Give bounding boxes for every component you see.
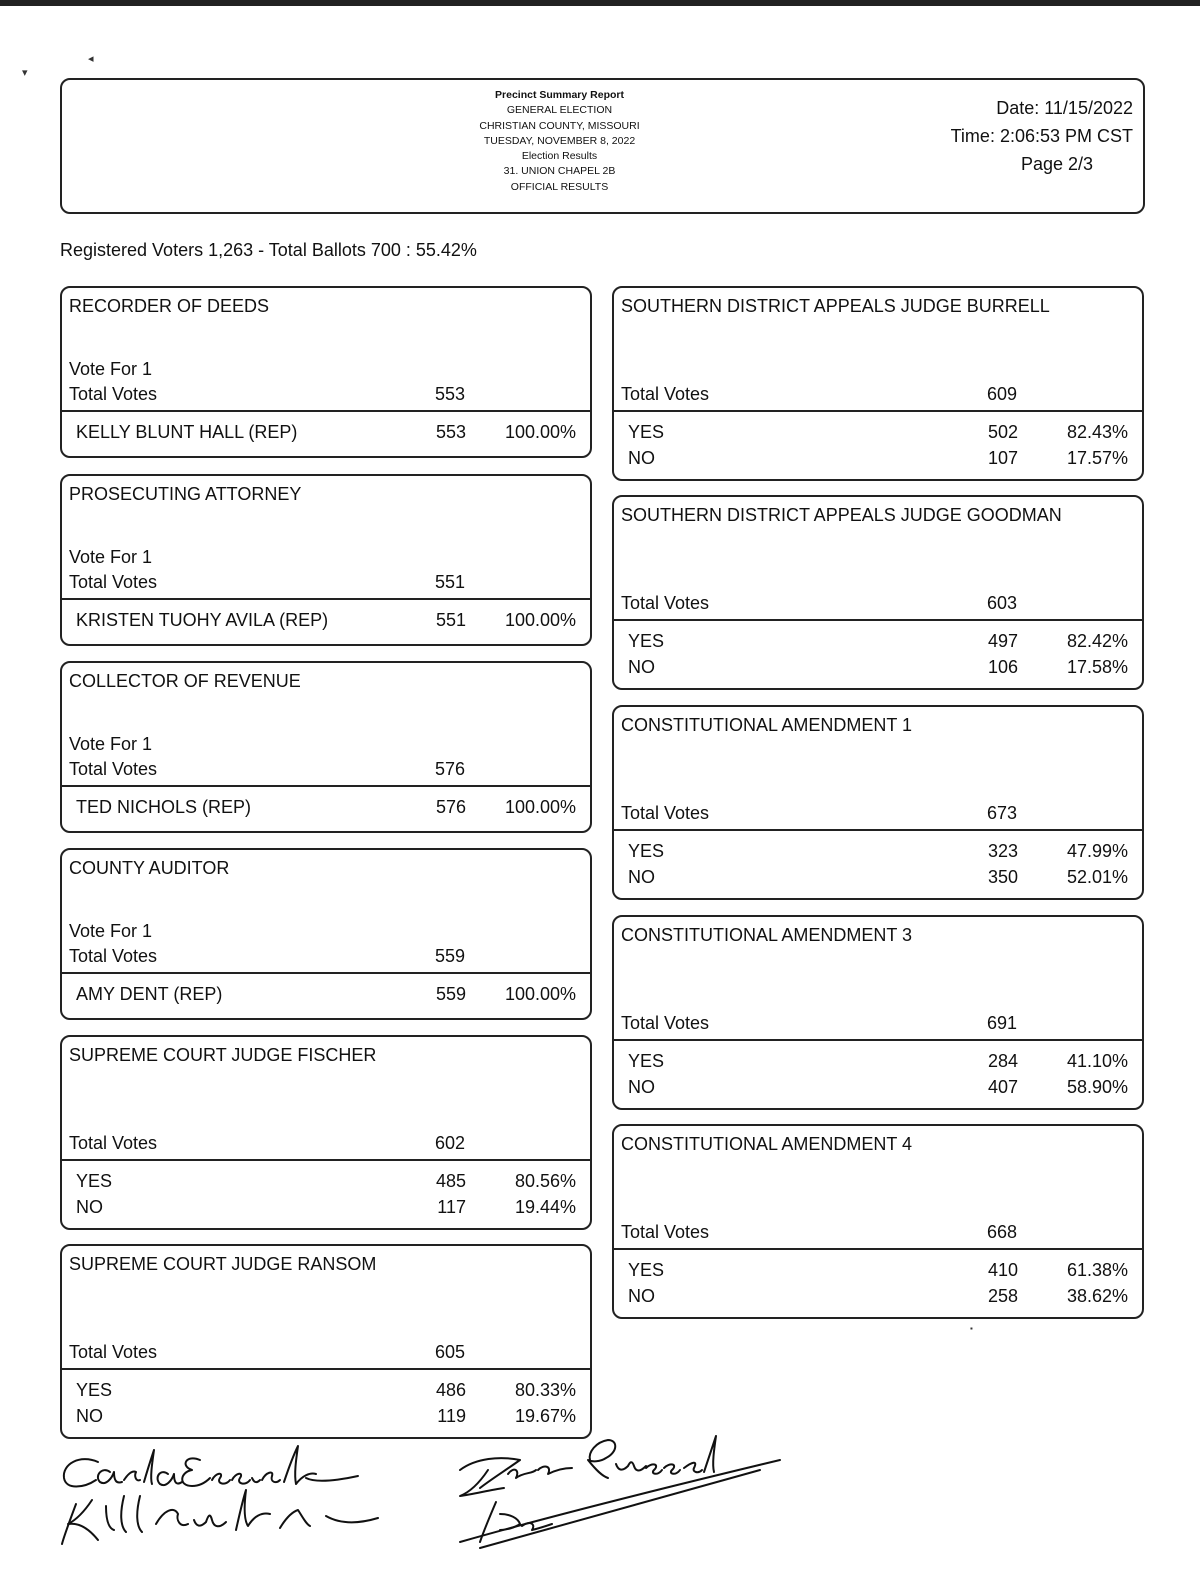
- total-votes-label: Total Votes: [621, 384, 710, 404]
- total-votes-label: Total Votes: [621, 803, 710, 823]
- total-votes-value: 668: [986, 1222, 1017, 1242]
- contest-box: [612, 1124, 1144, 1319]
- total-votes-label: Total Votes: [621, 1222, 710, 1242]
- choice-votes: 497: [987, 631, 1018, 651]
- choice-name: NO: [628, 657, 655, 677]
- total-votes-label: Total Votes: [69, 1342, 158, 1362]
- report-page: Page 2/3: [1020, 154, 1093, 174]
- choice-name: NO: [628, 1286, 655, 1306]
- contest-box: [60, 1035, 592, 1230]
- total-votes-value: 551: [434, 572, 465, 592]
- contest-box: [60, 1244, 592, 1439]
- result-row: [62, 1380, 590, 1406]
- choice-percent: 38.62%: [1066, 1286, 1128, 1306]
- vote-for-label: Vote For 1: [69, 921, 153, 941]
- report-title-line: Election Results: [521, 150, 598, 163]
- choice-percent: 52.01%: [1066, 867, 1128, 887]
- scan-speck: ▪: [970, 1324, 973, 1333]
- total-votes-value: 673: [986, 803, 1017, 823]
- contest-box: [612, 705, 1144, 900]
- result-row: [614, 1077, 1142, 1103]
- choice-name: YES: [628, 422, 665, 442]
- choice-percent: 80.56%: [514, 1171, 576, 1191]
- total-votes-label: Total Votes: [621, 593, 710, 613]
- choice-votes: 117: [437, 1197, 466, 1217]
- scan-speck: ▾: [22, 67, 28, 79]
- contest-title: CONSTITUTIONAL AMENDMENT 3: [621, 925, 913, 945]
- total-votes-value: 553: [434, 384, 465, 404]
- choice-votes: 553: [435, 422, 466, 442]
- total-votes-value: 603: [986, 593, 1017, 613]
- total-votes-label: Total Votes: [69, 1133, 158, 1153]
- vote-for-label: Vote For 1: [69, 359, 153, 379]
- total-votes-divider: [614, 619, 1142, 621]
- choice-votes: 323: [987, 841, 1018, 861]
- contest-box: [612, 915, 1144, 1110]
- report-time: Time: 2:06:53 PM CST: [950, 126, 1133, 146]
- result-row: [62, 797, 590, 823]
- result-row: [62, 1406, 590, 1432]
- result-row: [614, 1286, 1142, 1312]
- report-title-line: Precinct Summary Report: [495, 89, 624, 101]
- result-row: [62, 1171, 590, 1197]
- total-votes-value: 605: [434, 1342, 465, 1362]
- report-title-line: OFFICIAL RESULTS: [510, 180, 609, 193]
- vote-for-label: Vote For 1: [69, 547, 153, 567]
- choice-votes: 486: [435, 1380, 466, 1400]
- contest-title: SUPREME COURT JUDGE FISCHER: [69, 1045, 377, 1065]
- contest-title: RECORDER OF DEEDS: [69, 296, 270, 316]
- total-votes-value: 576: [434, 759, 465, 779]
- contest-title: SUPREME COURT JUDGE RANSOM: [69, 1254, 377, 1274]
- result-row: [614, 1260, 1142, 1286]
- total-votes-divider: [614, 1248, 1142, 1250]
- choice-votes: 485: [435, 1171, 466, 1191]
- choice-percent: 19.67%: [514, 1406, 576, 1426]
- vote-for-label: Vote For 1: [69, 734, 153, 754]
- result-row: [614, 841, 1142, 867]
- result-row: [614, 631, 1142, 657]
- result-row: [614, 422, 1142, 448]
- total-votes-divider: [614, 829, 1142, 831]
- choice-percent: 80.33%: [514, 1380, 576, 1400]
- total-votes-label: Total Votes: [69, 384, 158, 404]
- result-row: [62, 422, 590, 448]
- report-header: [60, 78, 1145, 214]
- report-meta: [951, 94, 1133, 178]
- choice-name: YES: [628, 631, 665, 651]
- choice-votes: 576: [435, 797, 466, 817]
- choice-name: NO: [628, 1077, 655, 1097]
- contest-title: SOUTHERN DISTRICT APPEALS JUDGE GOODMAN: [621, 505, 1062, 525]
- choice-percent: 47.99%: [1066, 841, 1128, 861]
- total-votes-value: 609: [986, 384, 1017, 404]
- scan-speck: ◂: [88, 53, 94, 65]
- result-row: [614, 867, 1142, 893]
- contest-title: PROSECUTING ATTORNEY: [69, 484, 302, 504]
- choice-votes: 551: [435, 610, 466, 630]
- choice-votes: 559: [435, 984, 466, 1004]
- total-votes-divider: [62, 1368, 590, 1370]
- total-votes-divider: [62, 598, 590, 600]
- result-row: [62, 610, 590, 636]
- choice-percent: 82.43%: [1066, 422, 1128, 442]
- choice-name: AMY DENT (REP): [76, 984, 223, 1004]
- choice-votes: 502: [987, 422, 1018, 442]
- choice-name: YES: [76, 1171, 113, 1191]
- choice-name: YES: [628, 1051, 665, 1071]
- total-votes-label: Total Votes: [69, 946, 158, 966]
- choice-name: YES: [76, 1380, 113, 1400]
- choice-percent: 41.10%: [1066, 1051, 1128, 1071]
- report-title-line: GENERAL ELECTION: [506, 104, 613, 117]
- choice-votes: 350: [987, 867, 1018, 887]
- total-votes-label: Total Votes: [69, 759, 158, 779]
- total-votes-value: 691: [986, 1013, 1017, 1033]
- choice-name: NO: [628, 448, 655, 468]
- choice-percent: 58.90%: [1066, 1077, 1128, 1097]
- contest-box: [612, 495, 1144, 690]
- total-votes-divider: [62, 1159, 590, 1161]
- choice-percent: 19.44%: [514, 1197, 576, 1217]
- choice-percent: 82.42%: [1066, 631, 1128, 651]
- choice-votes: 258: [987, 1286, 1018, 1306]
- choice-name: TED NICHOLS (REP): [76, 797, 252, 817]
- choice-name: NO: [628, 867, 655, 887]
- total-votes-divider: [62, 972, 590, 974]
- scan-top-edge: [0, 0, 1200, 6]
- choice-percent: 17.57%: [1066, 448, 1128, 468]
- total-votes-divider: [614, 410, 1142, 412]
- total-votes-divider: [62, 410, 590, 412]
- report-title-block: [402, 88, 717, 195]
- contest-box: [60, 286, 592, 458]
- total-votes-value: 559: [434, 946, 465, 966]
- result-row: [614, 1051, 1142, 1077]
- registered-voters-summary: Registered Voters 1,263 - Total Ballots 700 : 55.42%: [60, 240, 477, 260]
- contest-box: [60, 474, 592, 646]
- choice-name: NO: [76, 1197, 103, 1217]
- choice-percent: 100.00%: [504, 797, 576, 817]
- total-votes-label: Total Votes: [621, 1013, 710, 1033]
- contest-title: COUNTY AUDITOR: [69, 858, 230, 878]
- report-title-line: TUESDAY, NOVEMBER 8, 2022: [483, 134, 636, 147]
- choice-percent: 100.00%: [504, 610, 576, 630]
- signature-right: [440, 1430, 800, 1560]
- total-votes-value: 602: [434, 1133, 465, 1153]
- result-row: [62, 984, 590, 1010]
- contest-box: [612, 286, 1144, 481]
- contest-title: SOUTHERN DISTRICT APPEALS JUDGE BURRELL: [621, 296, 1050, 316]
- choice-votes: 107: [987, 448, 1018, 468]
- choice-name: KELLY BLUNT HALL (REP): [76, 422, 298, 442]
- signature-left: [40, 1440, 400, 1550]
- result-row: [614, 448, 1142, 474]
- choice-votes: 284: [987, 1051, 1018, 1071]
- choice-votes: 407: [987, 1077, 1018, 1097]
- choice-name: YES: [628, 841, 665, 861]
- contest-title: CONSTITUTIONAL AMENDMENT 1: [621, 715, 913, 735]
- result-row: [614, 657, 1142, 683]
- contest-title: COLLECTOR OF REVENUE: [69, 671, 301, 691]
- contest-box: [60, 661, 592, 833]
- report-title-line: 31. UNION CHAPEL 2B: [503, 165, 616, 178]
- report-date: Date: 11/15/2022: [996, 98, 1133, 118]
- contest-box: [60, 848, 592, 1020]
- report-title-line: CHRISTIAN COUNTY, MISSOURI: [479, 119, 640, 132]
- choice-percent: 17.58%: [1066, 657, 1128, 677]
- choice-name: NO: [76, 1406, 103, 1426]
- contest-title: CONSTITUTIONAL AMENDMENT 4: [621, 1134, 913, 1154]
- total-votes-label: Total Votes: [69, 572, 158, 592]
- choice-votes: 410: [987, 1260, 1018, 1280]
- result-row: [62, 1197, 590, 1223]
- choice-votes: 106: [987, 657, 1018, 677]
- choice-name: KRISTEN TUOHY AVILA (REP): [76, 610, 329, 630]
- choice-percent: 100.00%: [504, 422, 576, 442]
- choice-percent: 61.38%: [1066, 1260, 1128, 1280]
- total-votes-divider: [62, 785, 590, 787]
- choice-percent: 100.00%: [504, 984, 576, 1004]
- choice-votes: 119: [437, 1406, 466, 1426]
- total-votes-divider: [614, 1039, 1142, 1041]
- choice-name: YES: [628, 1260, 665, 1280]
